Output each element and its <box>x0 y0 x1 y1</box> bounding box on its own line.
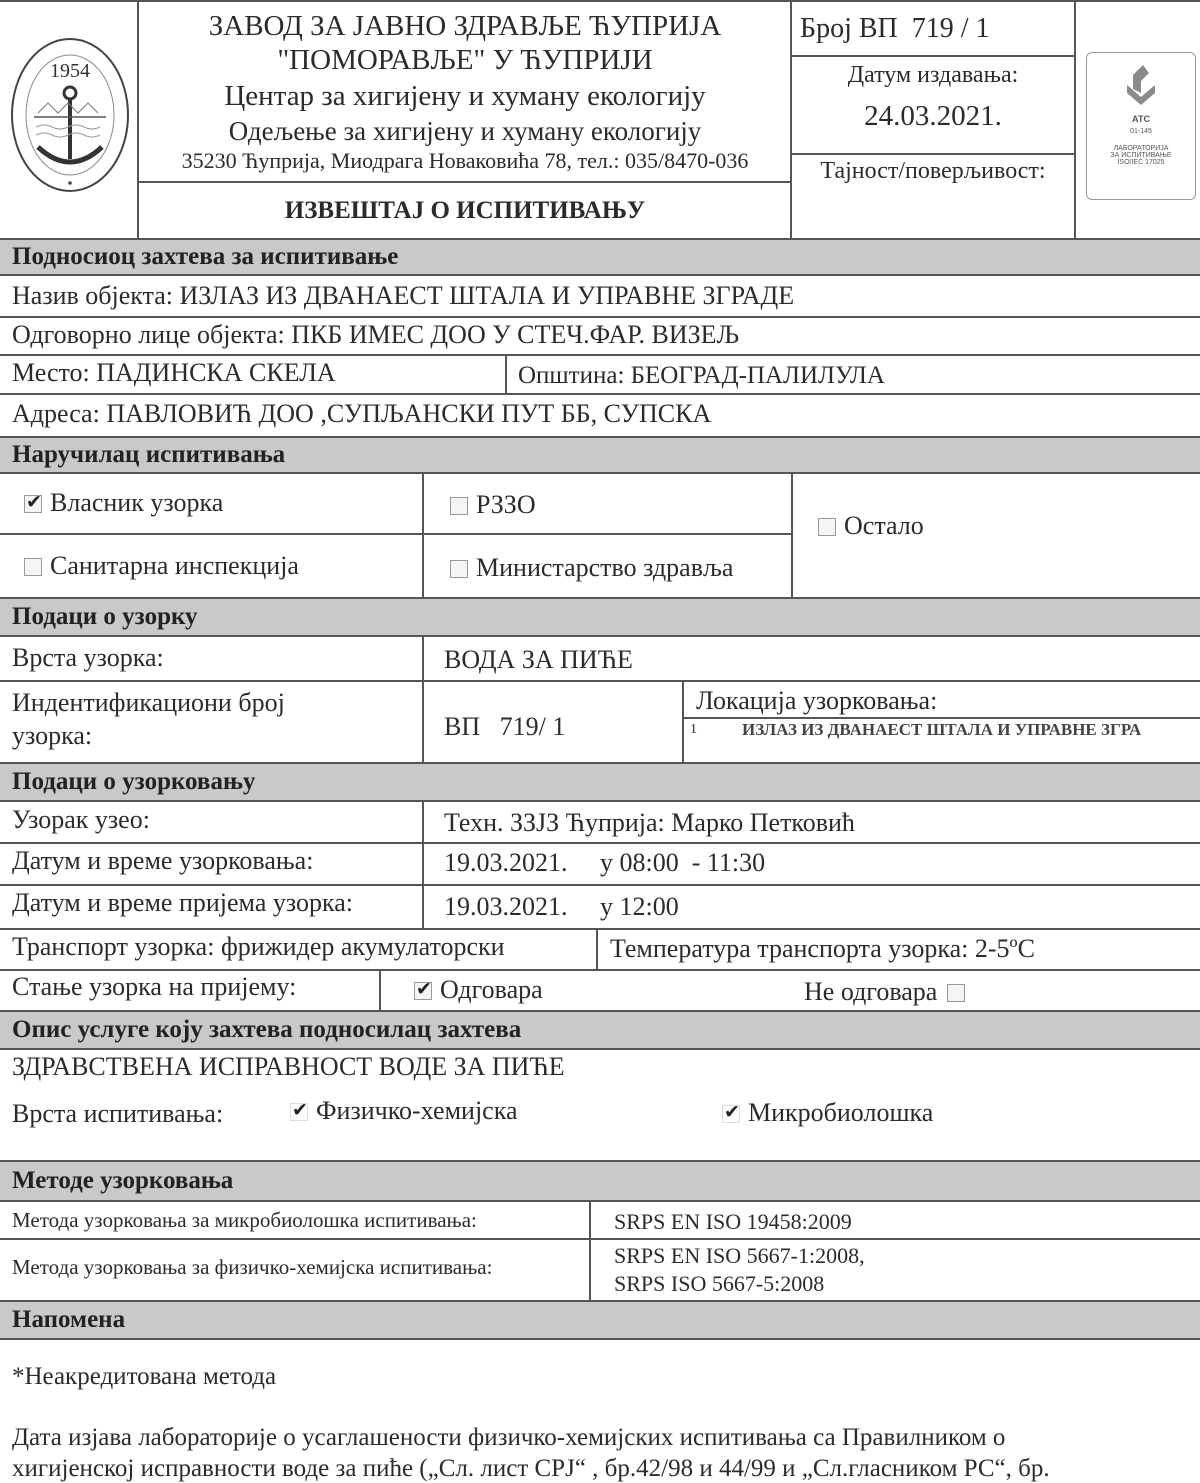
accreditation-badge <box>1086 52 1196 200</box>
report-number-label: Број ВП <box>800 13 898 44</box>
object-name-label: Назив објекта: <box>12 281 174 310</box>
checkbox-icon[interactable] <box>450 560 468 578</box>
section-client: Наручилац испитивања <box>0 436 1200 474</box>
cell-divider <box>791 474 793 598</box>
test-type-micro-label: Микробиолошка <box>748 1098 934 1127</box>
anchor-seal-icon <box>8 35 132 195</box>
org-department: Одељење за хигијену и хуману екологију <box>228 116 702 146</box>
test-type-physchem-label: Физичко-хемијска <box>316 1096 518 1125</box>
section-sampling: Подаци о узорковању <box>0 762 1200 802</box>
cell-divider <box>505 354 507 394</box>
badge-line3: ISO/IEC 17025 <box>1117 159 1165 166</box>
cell-divider <box>422 802 424 929</box>
row-divider <box>0 884 1200 886</box>
row-divider <box>0 1238 1200 1240</box>
address-value: ПАВЛОВИЋ ДОО ,СУПЉАНСКИ ПУТ ББ, СУПСКА <box>106 399 712 428</box>
sampling-datetime-label: Датум и време узорковања: <box>12 846 314 875</box>
sample-type-value: ВОДА ЗА ПИЋЕ <box>444 645 633 674</box>
method-physchem-value-2: SRPS ISO 5667-5:2008 <box>614 1271 825 1296</box>
cell-divider <box>589 1202 591 1302</box>
checkbox-icon[interactable] <box>450 497 468 515</box>
transport-temp-row <box>610 934 1035 964</box>
test-type-micro[interactable] <box>722 1098 933 1128</box>
client-option-sanitary[interactable] <box>24 551 299 581</box>
header-divider <box>1074 0 1076 240</box>
transport-row <box>12 932 505 962</box>
institute-logo <box>8 35 132 195</box>
checkbox-icon[interactable] <box>818 518 836 536</box>
sample-id-label-1: Индентификациони број <box>12 688 285 717</box>
place-row <box>12 358 336 388</box>
method-micro-label: Метода узорковања за микробиолошка испитивања: <box>12 1208 477 1232</box>
sampling-datetime-value: 19.03.2021. у 08:00 - 11:30 <box>444 848 766 877</box>
method-physchem-value-1: SRPS EN ISO 5667-1:2008, <box>614 1243 865 1268</box>
condition-not-ok-option[interactable] <box>804 977 965 1007</box>
client-option-ministry[interactable] <box>450 553 733 583</box>
section-note: Напомена <box>0 1300 1200 1340</box>
service-description: ЗДРАВСТВЕНА ИСПРАВНОСТ ВОДЕ ЗА ПИЋЕ <box>12 1052 565 1081</box>
sampling-location-label: Локација узорковања: <box>696 686 938 715</box>
sample-type-label: Врста узорка: <box>12 643 164 672</box>
client-option-owner[interactable] <box>24 488 223 518</box>
report-number-value: 719 / 1 <box>911 13 990 44</box>
transport-label: Транспорт узорка: <box>12 932 215 961</box>
sampling-location-index: 1 <box>690 722 697 737</box>
method-micro-value: SRPS EN ISO 19458:2009 <box>614 1209 852 1234</box>
row-divider <box>0 680 1200 682</box>
municipality-row <box>518 362 885 390</box>
header-divider <box>790 153 1075 155</box>
row-divider <box>0 842 1200 844</box>
section-sample: Подаци о узорку <box>0 597 1200 637</box>
row-divider <box>684 717 1200 719</box>
note-statement-line2: хигијенској исправности воде за пиће („Сл. лист СРЈ“ , бр.42/98 и 44/99 и „Сл.гласником РС“, бр. <box>12 1455 1050 1482</box>
badge-line1: ЛАБОРАТОРИЈА <box>1113 145 1169 152</box>
badge-code: АТС <box>1131 114 1151 124</box>
org-address: 35230 Ћуприја, Миодрага Новаковића 78, тел.: 035/8470-036 <box>181 148 749 173</box>
header-divider <box>137 181 792 183</box>
header-top-border <box>0 0 1200 2</box>
confidentiality-label: Тајност/поверљивост: <box>820 158 1046 184</box>
checkbox-checked-icon[interactable] <box>290 1103 308 1121</box>
row-divider <box>0 393 1200 395</box>
client-option-label: Министарство здравља <box>476 553 734 582</box>
org-name-line2: "ПОМОРАВЉЕ" У ЋУПРИЈИ <box>277 44 653 76</box>
cell-divider <box>422 637 424 763</box>
transport-temp-label: Температура транспорта узорка: <box>610 934 969 963</box>
issue-date-label: Датум издавања: <box>847 62 1019 88</box>
badge-line2: ЗА ИСПИТИВАЊЕ <box>1110 152 1172 159</box>
checkbox-icon[interactable] <box>24 558 42 576</box>
client-option-label: Санитарна инспекција <box>50 551 299 580</box>
taken-by-value: Техн. ЗЗЈЗ Ћуприја: Марко Петковић <box>444 808 855 837</box>
report-number <box>800 13 990 45</box>
address-label: Адреса: <box>12 399 100 428</box>
header-divider <box>137 0 139 240</box>
report-title: ИЗВЕШТАЈ О ИСПИТИВАЊУ <box>284 197 646 224</box>
responsible-label: Одговорно лице објекта: <box>12 320 285 349</box>
test-type-physchem[interactable] <box>290 1096 518 1126</box>
row-divider <box>0 928 1200 930</box>
row-divider <box>0 354 1200 356</box>
client-option-label: Власник узорка <box>50 488 224 517</box>
test-type-label: Врста испитивања: <box>12 1099 224 1128</box>
row-divider <box>0 316 1200 318</box>
issue-date: 24.03.2021. <box>864 100 1002 132</box>
client-option-label: РЗЗО <box>476 490 536 519</box>
section-applicant: Подносиоц захтева за испитивање <box>0 238 1200 276</box>
condition-not-ok-label: Не одговара <box>804 977 938 1006</box>
responsible-value: ПКБ ИМЕС ДОО У СТЕЧ.ФАР. ВИЗЕЉ <box>291 320 740 349</box>
place-label: Место: <box>12 358 90 387</box>
taken-by-label: Узорак узео: <box>12 805 150 834</box>
object-name-value: ИЗЛАЗ ИЗ ДВАНАЕСТ ШТАЛА И УПРАВНЕ ЗГРАДЕ <box>179 281 795 310</box>
section-service: Опис услуге коју захтева подносилац захтева <box>0 1010 1200 1050</box>
header-divider <box>790 55 1075 57</box>
client-option-other[interactable] <box>818 511 924 541</box>
cell-divider <box>422 474 424 598</box>
responsible-row <box>12 320 739 350</box>
atc-accreditation-icon <box>1121 63 1161 109</box>
transport-temp-value: 2-5ºC <box>974 934 1035 963</box>
client-option-rzzo[interactable] <box>450 490 536 520</box>
note-unaccredited: *Неакредитована метода <box>12 1363 277 1390</box>
cell-divider <box>379 969 381 1011</box>
cell-divider <box>682 680 684 763</box>
section-methods: Методе узорковања <box>0 1160 1200 1202</box>
method-physchem-label: Метода узорковања за физичко-хемијска испитивања: <box>12 1255 493 1279</box>
client-option-label: Остало <box>844 511 924 540</box>
transport-value: фрижидер акумулаторски <box>220 932 505 961</box>
cell-divider <box>596 928 598 970</box>
row-divider <box>0 969 1200 971</box>
receipt-datetime-value: 19.03.2021. у 12:00 <box>444 892 679 921</box>
municipality-label: Општина: <box>518 362 625 389</box>
sampling-location-value: ИЗЛАЗ ИЗ ДВАНАЕСТ ШТАЛА И УПРАВНЕ ЗГРА <box>742 720 1142 739</box>
note-statement-line1: Дата изјава лабораторије о усаглашености физичко-хемијских испитивања са Правилником о <box>12 1424 1006 1451</box>
object-name-row <box>12 281 794 311</box>
receipt-datetime-label: Датум и време пријема узорка: <box>12 888 353 917</box>
checkbox-checked-icon[interactable] <box>24 495 42 513</box>
condition-ok-label: Одговара <box>440 975 543 1004</box>
row-divider <box>0 533 792 535</box>
municipality-value: БЕОГРАД-ПАЛИЛУЛА <box>630 362 885 389</box>
condition-ok-option[interactable] <box>414 975 543 1005</box>
condition-label: Стање узорка на пријему: <box>12 972 297 1001</box>
checkbox-checked-icon[interactable] <box>414 982 432 1000</box>
org-center: Центар за хигијену и хуману екологију <box>224 80 706 112</box>
badge-number: 01-145 <box>1130 128 1152 135</box>
sample-id-label-2: узорка: <box>12 721 93 750</box>
checkbox-icon[interactable] <box>947 984 965 1002</box>
svg-text:1954: 1954 <box>50 60 90 82</box>
sample-id-value: ВП 719/ 1 <box>444 712 566 741</box>
place-value: ПАДИНСКА СКЕЛА <box>96 358 336 387</box>
org-name-line1: ЗАВОД ЗА ЈАВНО ЗДРАВЉЕ ЋУПРИЈА <box>208 10 722 42</box>
checkbox-checked-icon[interactable] <box>722 1105 740 1123</box>
address-row <box>12 399 711 429</box>
